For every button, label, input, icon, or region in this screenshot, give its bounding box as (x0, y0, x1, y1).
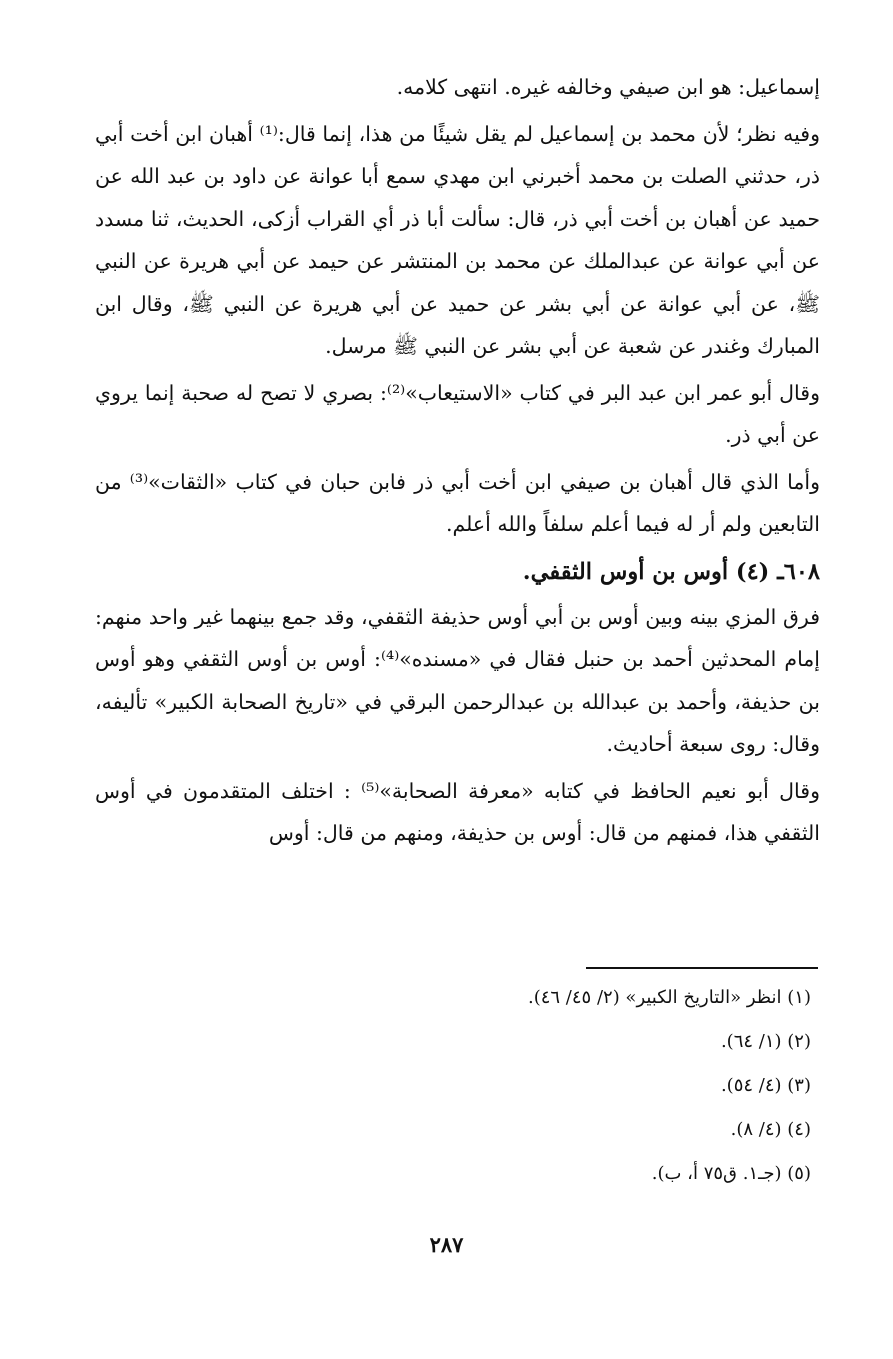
page-body (95, 66, 820, 855)
paragraph-5: فرق المزي بينه وبين أوس بن أبي أوس حذيفة الثقفي، وقد جمع بينهما غير واحد منهم: إمام المحدثين أحمد بن حنبل فقال في «مسنده»⁽⁴⁾: أوس بن أوس الثقفي وهو أوس بن حذيفة، وأحمد بن عبدالله بن عبدالرحمن البرقي في «تاريخ الصحابة الكبير» تأليفه، وقال: روى سبعة أحاديث. (95, 604, 820, 756)
footnote-3: (٣) (٤/ ٥٤). (720, 1075, 811, 1096)
paragraph-1: إسماعيل: هو ابن صيفي وخالفه غيره. انتهى كلامه. (396, 75, 820, 99)
footnotes (411, 986, 811, 1206)
footnote-4: (٤) (٤/ ٨). (730, 1119, 811, 1140)
page-number: ٢٨٧ (429, 1232, 464, 1257)
paragraph-2: وفيه نظر؛ لأن محمد بن إسماعيل لم يقل شيئًا من هذا، إنما قال:⁽¹⁾ أهبان ابن أخت أبي ذر، حدثني الصلت بن محمد أخبرني ابن مهدي سمع أبا عوانة عن داود بن عبد الله عن حميد عن أهبان بن أخت أبي ذر، قال: سألت أبا ذر أي القراب أزكى، الحديث، ثنا مسدد عن أبي عوانة عن عبدالملك عن محمد بن المنتشر عن حيمد عن أبي هريرة عن النبي ﷺ، عن أبي عوانة عن أبي بشر عن حميد عن أبي هريرة عن النبي ﷺ، وقال ابن المبارك وغندر عن شعبة عن أبي بشر عن النبي ﷺ مرسل. (95, 121, 820, 358)
paragraph-4: وأما الذي قال أهبان بن صيفي ابن أخت أبي ذر فابن حبان في كتاب «الثقات»⁽³⁾ من التابعين ولم أر له فيما أعلم سلفاً والله أعلم. (95, 469, 821, 536)
footnote-2: (٢) (١/ ٦٤). (720, 1031, 811, 1052)
paragraph-6: وقال أبو نعيم الحافظ في كتابه «معرفة الصحابة»⁽⁵⁾ : اختلف المتقدمون في أوس الثقفي هذا، فمنهم من قال: أوس بن حذيفة، ومنهم من قال: أوس (95, 778, 821, 845)
entry-heading: ٦٠٨ـ (٤) أوس بن أوس الثقفي. (522, 558, 820, 585)
footnote-1: (١) انظر «التاريخ الكبير» (٢/ ٤٥/ ٤٦). (527, 987, 811, 1008)
footnote-separator (586, 967, 818, 969)
paragraph-3: وقال أبو عمر ابن عبد البر في كتاب «الاستيعاب»⁽²⁾: بصري لا تصح له صحبة إنما يروي عن أبي ذر. (95, 380, 820, 447)
footnote-5: (٥) (جـ١. ق٧٥ أ، ب). (651, 1163, 811, 1184)
